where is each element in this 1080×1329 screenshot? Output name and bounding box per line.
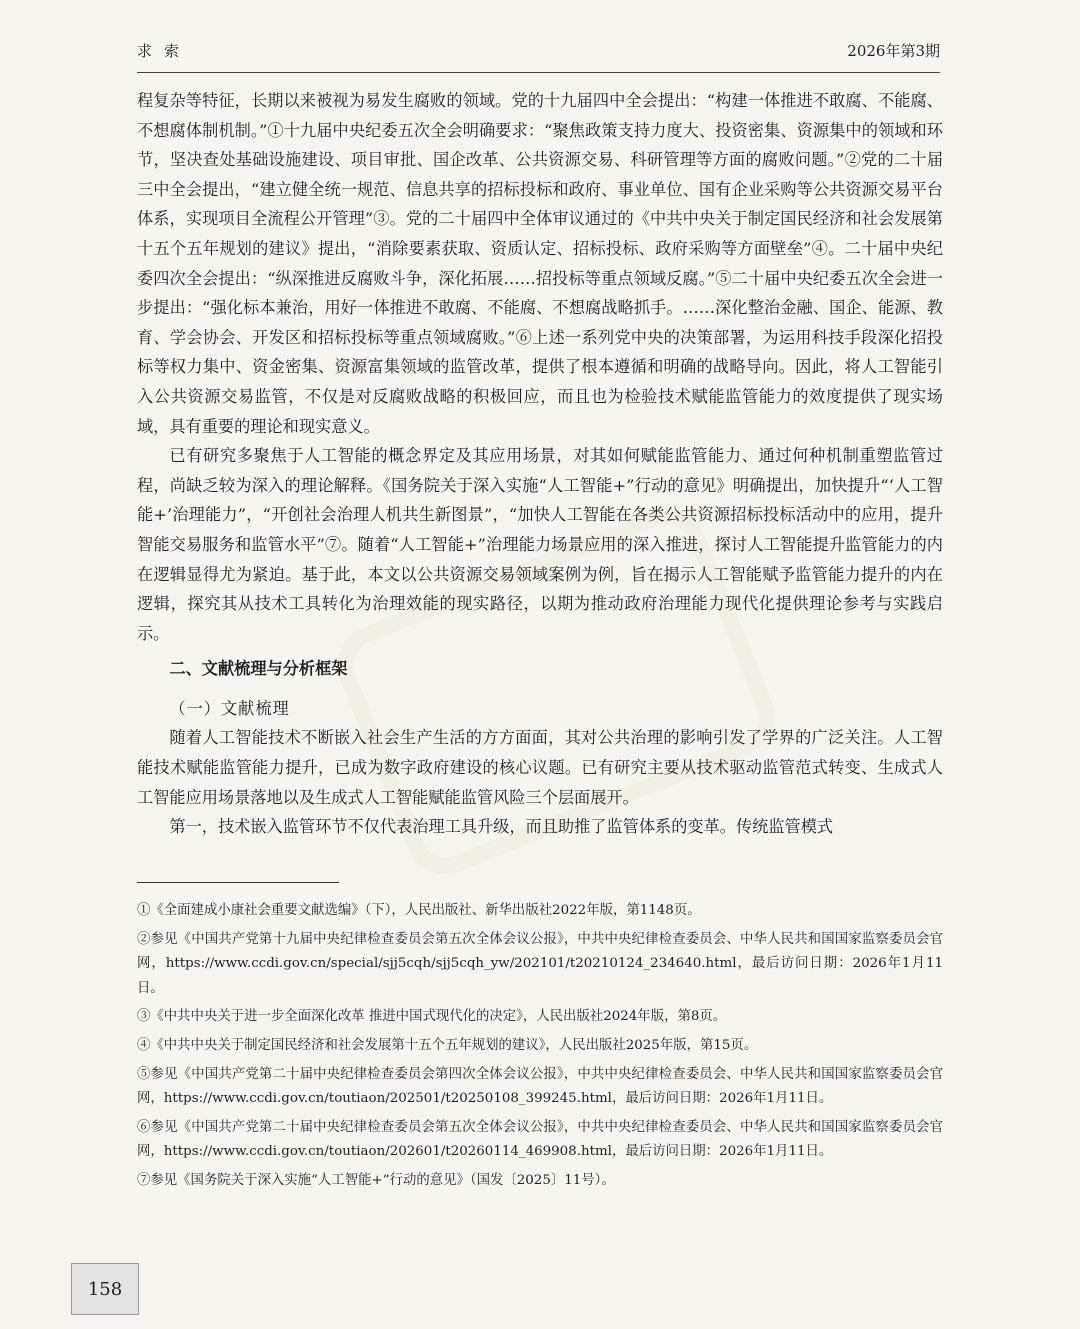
subsection-heading: （一）文献梳理 bbox=[169, 698, 290, 718]
footnote: ③《中共中央关于进一步全面深化改革 推进中国式现代化的决定》，人民出版社2024年版，第8页。 bbox=[137, 1009, 727, 1025]
body-paragraph: 已有研究多聚焦于人工智能的概念界定及其应用场景，对其如何赋能监管能力、通过何种机制重塑监管过程，尚缺乏较为深入的理论解释。《国务院关于深入实施“人工智能+”行动的意见》明确提出，加快提升“‘人工智能+’治理能力”，“开创社会治理人机共生新图景”，“加快人工智能在各类公共资源招标投标活动中的应用，提升智能交易服务和监管水平”⑦。随着“人工智能+”治理能力场景应用的深入推进，探讨人工智能提升监管能力的内在逻辑显得尤为紧迫。基于此，本文以公共资源交易领域案例为例，旨在揭示人工智能赋予监管能力提升的内在逻辑，探究其从技术工具转化为治理效能的现实路径，以期为推动政府治理能力现代化提供理论参考与实践启示。 bbox=[137, 446, 943, 643]
running-header bbox=[137, 40, 940, 73]
section-heading: 二、文献梳理与分析框架 bbox=[169, 659, 348, 679]
footnote: ⑦参见《国务院关于深入实施“人工智能+”行动的意见》（国发〔2025〕11号）。 bbox=[137, 1172, 615, 1188]
issue-label: 2026年第3期 bbox=[847, 42, 940, 60]
page-number-box bbox=[71, 1263, 139, 1315]
footnote: ④《中共中央关于制定国民经济和社会发展第十五个五年规划的建议》，人民出版社2025年版，第15页。 bbox=[137, 1037, 758, 1053]
footnote: ②参见《中国共产党第十九届中央纪律检查委员会第五次全体会议公报》，中共中央纪律检查委员会、中华人民共和国国家监察委员会官网，https://www.ccdi.gov.cn/special/sjj5cqh/sjj5cqh_yw/202101/t20210124_234640.html，最后访问日期：2026年1月11日。 bbox=[137, 931, 943, 996]
journal-name: 求索 bbox=[137, 42, 192, 60]
body-paragraph: 随着人工智能技术不断嵌入社会生产生活的方方面面，其对公共治理的影响引发了学界的广泛关注。人工智能技术赋能监管能力提升，已成为数字政府建设的核心议题。已有研究主要从技术驱动监管范式转变、生成式人工智能应用场景落地以及生成式人工智能赋能监管风险三个层面展开。 bbox=[137, 728, 943, 807]
footnote: ⑤参见《中国共产党第二十届中央纪律检查委员会第四次全体会议公报》，中共中央纪律检查委员会、中华人民共和国国家监察委员会官网，https://www.ccdi.gov.cn/toutiaon/202501/t20250108_399245.html，最后访问日期：2026年1月11日。 bbox=[137, 1066, 943, 1107]
page-number: 158 bbox=[87, 1278, 123, 1300]
footnote: ⑥参见《中国共产党第二十届中央纪律检查委员会第五次全体会议公报》，中共中央纪律检查委员会、中华人民共和国国家监察委员会官网，https://www.ccdi.gov.cn/toutiaon/202601/t20260114_469908.html，最后访问日期：2026年1月11日。 bbox=[137, 1119, 943, 1160]
footnotes bbox=[137, 882, 943, 1198]
main-text bbox=[137, 86, 943, 842]
footnote: ①《全面建成小康社会重要文献选编》（下），人民出版社、新华出版社2022年版，第1148页。 bbox=[137, 903, 701, 918]
body-paragraph: 程复杂等特征，长期以来被视为易发生腐败的领域。党的十九届四中全会提出：“构建一体推进不敢腐、不能腐、不想腐体制机制。”①十九届中央纪委五次全会明确要求：“聚焦政策支持力度大、投资密集、资源集中的领域和环节，坚决查处基础设施建设、项目审批、国企改革、公共资源交易、科研管理等方面的腐败问题。”②党的二十届三中全会提出，“建立健全统一规范、信息共享的招标投标和政府、事业单位、国有企业采购等公共资源交易平台体系，实现项目全流程公开管理”③。党的二十届四中全体审议通过的《中共中央关于制定国民经济和社会发展第十五个五年规划的建议》提出，“消除要素获取、资质认定、招标投标、政府采购等方面壁垒”④。二十届中央纪委四次全会提出：“纵深推进反腐败斗争，深化拓展……招投标等重点领域反腐。”⑤二十届中央纪委五次全会进一步提出：“强化标本兼治，用好一体推进不敢腐、不能腐、不想腐战略抓手。……深化整治金融、国企、能源、教育、学会协会、开发区和招标投标等重点领域腐败。”⑥上述一系列党中央的决策部署，为运用科技手段深化招投标等权力集中、资金密集、资源富集领域的监管改革，提供了根本遵循和明确的战略导向。因此，将人工智能引入公共资源交易监管，不仅是对反腐败战略的积极回应，而且也为检验技术赋能监管能力的效度提供了现实场域，具有重要的理论和现实意义。 bbox=[137, 91, 943, 436]
footnote-divider bbox=[137, 882, 339, 883]
body-paragraph: 第一，技术嵌入监管环节不仅代表治理工具升级，而且助推了监管体系的变革。传统监管模式 bbox=[169, 817, 834, 837]
